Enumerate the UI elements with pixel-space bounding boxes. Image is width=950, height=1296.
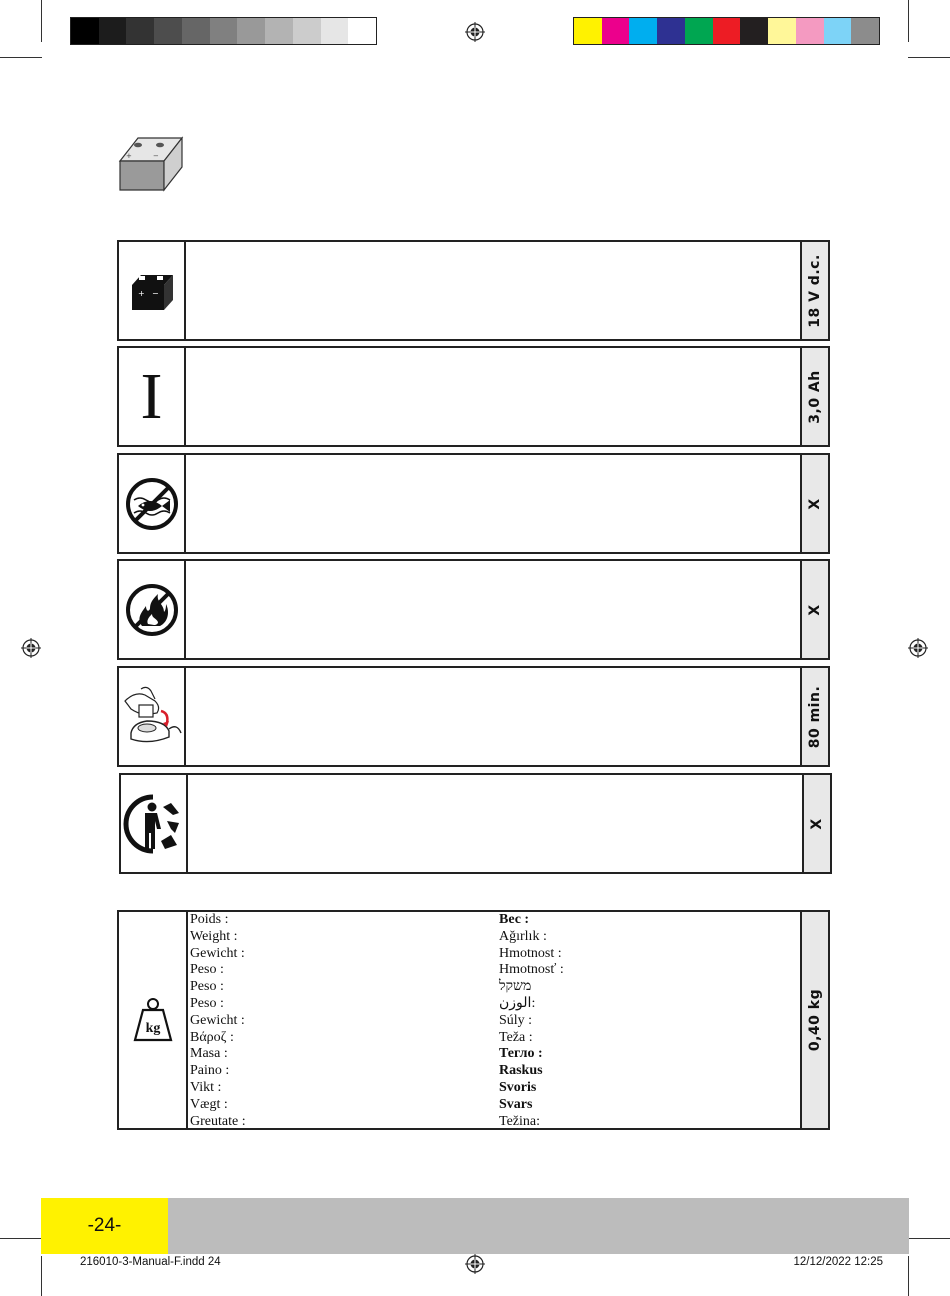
color-swatch	[796, 18, 824, 44]
weight-table	[117, 910, 830, 1130]
footer-bar	[41, 1198, 909, 1254]
spec-icon-cell	[119, 668, 186, 765]
weight-label: Gewicht :	[190, 1012, 245, 1028]
weight-label: Vægt :	[190, 1096, 228, 1112]
charger-instruction-icon	[121, 681, 183, 753]
color-swatch	[713, 18, 741, 44]
color-swatch	[348, 18, 376, 44]
gray-color-bar	[70, 17, 377, 45]
color-swatch	[182, 18, 210, 44]
spec-row-voltage	[117, 240, 830, 341]
weight-icon-label: kg	[145, 1021, 160, 1036]
color-swatch	[237, 18, 265, 44]
color-swatch	[210, 18, 238, 44]
spec-value-cell	[800, 348, 828, 445]
weight-label: Hmotnosť :	[499, 962, 564, 978]
weight-label: Raskus	[499, 1063, 543, 1079]
weight-value: 0,40 kg	[807, 988, 823, 1052]
crop-mark	[41, 1256, 42, 1296]
spec-icon-cell	[121, 775, 188, 872]
weight-labels-left	[190, 912, 246, 1130]
fire-value: X	[807, 603, 823, 616]
weight-label: Weight :	[190, 928, 238, 944]
weight-label: Súly :	[499, 1012, 533, 1028]
weight-label: Peso :	[190, 962, 224, 978]
weight-label: Βάροζ :	[190, 1029, 234, 1045]
registration-mark-icon	[908, 638, 928, 658]
spec-row-no-fire	[117, 559, 830, 660]
color-swatch	[265, 18, 293, 44]
registration-mark-icon	[465, 22, 485, 42]
spec-value-cell	[802, 775, 830, 872]
weight-label: משקל	[499, 979, 532, 995]
crop-mark	[0, 1238, 42, 1239]
color-swatch	[657, 18, 685, 44]
weight-label: Paino :	[190, 1063, 230, 1079]
color-swatch	[768, 18, 796, 44]
crop-mark	[41, 0, 42, 42]
charge-time-value: 80 min.	[807, 685, 823, 748]
svg-text:+: +	[137, 288, 145, 298]
weight-label: الوزن:	[499, 995, 536, 1011]
svg-text:−: −	[153, 152, 159, 160]
color-swatch	[574, 18, 602, 44]
weight-label: Gewicht :	[190, 945, 245, 961]
color-swatch	[321, 18, 349, 44]
voltage-value: 18 V d.c.	[807, 253, 823, 328]
svg-text:+: +	[126, 152, 132, 160]
spec-row-charge-time	[117, 666, 830, 767]
date-slug: 12/12/2022 12:25	[793, 1256, 883, 1268]
page-number: -24-	[41, 1198, 168, 1254]
battery-header-icon	[118, 135, 184, 192]
registration-mark-icon	[465, 1254, 485, 1274]
process-color-bar	[573, 17, 880, 45]
crop-mark	[908, 1238, 950, 1239]
weight-label: Peso :	[190, 995, 224, 1011]
roman-one-icon: I	[140, 359, 163, 433]
water-value: X	[807, 497, 823, 510]
weight-label: Вес :	[499, 912, 530, 927]
weight-value-cell	[800, 912, 828, 1128]
weight-label: Ağırlık :	[499, 928, 547, 944]
color-swatch	[293, 18, 321, 44]
weight-label: Svoris	[499, 1079, 537, 1095]
triman-recycle-icon	[123, 793, 185, 855]
color-swatch	[99, 18, 127, 44]
color-swatch	[154, 18, 182, 44]
weight-kg-icon	[133, 996, 173, 1044]
spec-icon-cell	[119, 242, 186, 339]
weight-label: Vikt :	[190, 1079, 222, 1095]
spec-icon-cell	[119, 348, 186, 445]
weight-label: Teža :	[499, 1029, 533, 1045]
weight-label: Poids :	[190, 912, 229, 927]
color-swatch	[71, 18, 99, 44]
spec-value-cell	[800, 242, 828, 339]
color-swatch	[126, 18, 154, 44]
color-swatch	[824, 18, 852, 44]
no-fish-water-icon	[124, 476, 180, 532]
color-swatch	[851, 18, 879, 44]
spec-value-cell	[800, 668, 828, 765]
color-swatch	[740, 18, 768, 44]
weight-label: Greutate :	[190, 1113, 246, 1129]
no-fire-icon	[124, 582, 180, 638]
svg-text:−: −	[151, 288, 159, 298]
crop-mark	[908, 57, 950, 58]
registration-mark-icon	[21, 638, 41, 658]
weight-label: Masa :	[190, 1046, 228, 1062]
spec-row-capacity	[117, 346, 830, 447]
spec-value-cell	[800, 561, 828, 658]
spec-row-recycling	[119, 773, 832, 874]
weight-label: Težina:	[499, 1113, 540, 1129]
weight-label: Hmotnost :	[499, 945, 562, 961]
spec-value-cell	[800, 455, 828, 552]
color-swatch	[685, 18, 713, 44]
weight-icon-cell	[119, 912, 188, 1128]
crop-mark	[908, 0, 909, 42]
weight-labels-right	[499, 912, 564, 1130]
spec-icon-cell	[119, 561, 186, 658]
file-slug: 216010-3-Manual-F.indd 24	[80, 1256, 221, 1268]
weight-label: Тегло :	[499, 1046, 543, 1062]
crop-mark	[0, 57, 42, 58]
color-swatch	[602, 18, 630, 44]
color-swatch	[629, 18, 657, 44]
weight-label: Svars	[499, 1096, 533, 1112]
weight-label: Peso :	[190, 979, 224, 995]
capacity-value: 3,0 Ah	[807, 369, 823, 424]
spec-row-no-water	[117, 453, 830, 554]
battery-icon	[129, 269, 175, 313]
crop-mark	[908, 1256, 909, 1296]
spec-icon-cell	[119, 455, 186, 552]
recycling-value: X	[809, 817, 825, 830]
